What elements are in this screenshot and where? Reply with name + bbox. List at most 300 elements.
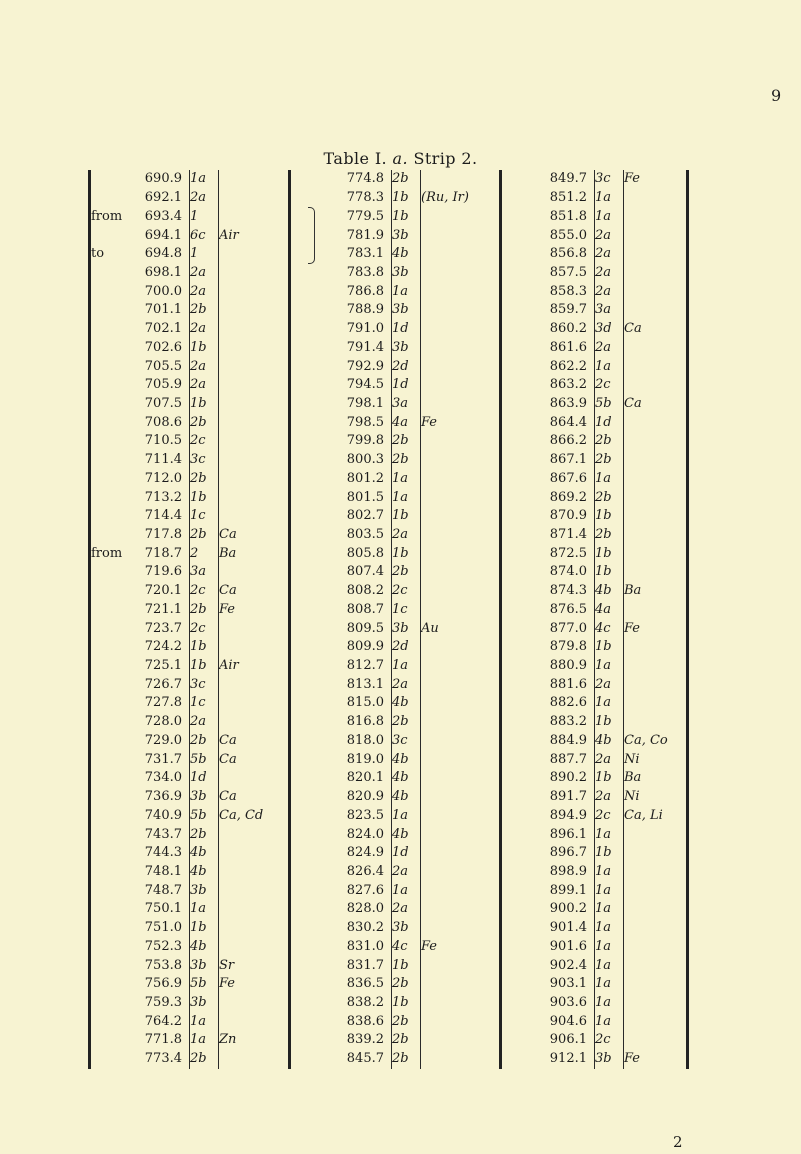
wavelength-cell bbox=[501, 526, 595, 545]
element-cell bbox=[624, 245, 688, 264]
intensity-cell: 1a bbox=[595, 937, 624, 956]
element-cell: Sr bbox=[219, 956, 290, 975]
table-row bbox=[90, 451, 688, 470]
intensity-cell: 2a bbox=[595, 226, 624, 245]
element-cell bbox=[421, 338, 501, 357]
intensity-cell: 5b bbox=[190, 975, 219, 994]
table-row bbox=[90, 488, 688, 507]
wavelength-cell bbox=[290, 769, 392, 788]
element-cell bbox=[624, 881, 688, 900]
element-cell bbox=[421, 451, 501, 470]
wavelength-cell bbox=[501, 619, 595, 638]
element-cell bbox=[624, 937, 688, 956]
wavelength-value: 805.8 bbox=[346, 545, 384, 561]
element-cell: Fe bbox=[219, 975, 290, 994]
wavelength-value: 690.9 bbox=[144, 171, 182, 187]
wavelength-value: 808.2 bbox=[346, 583, 384, 599]
wavelength-cell bbox=[290, 488, 392, 507]
wavelength-value: 705.9 bbox=[144, 377, 182, 393]
wavelength-cell bbox=[90, 956, 190, 975]
wavelength-value: 824.9 bbox=[346, 845, 384, 861]
element-cell: Ca bbox=[624, 395, 688, 414]
table-row bbox=[90, 994, 688, 1013]
element-cell bbox=[624, 226, 688, 245]
wavelength-cell bbox=[501, 301, 595, 320]
wavelength-cell bbox=[501, 937, 595, 956]
wavelength-value: 771.8 bbox=[144, 1032, 182, 1048]
wavelength-cell bbox=[90, 619, 190, 638]
intensity-cell: 1a bbox=[595, 1012, 624, 1031]
wavelength-cell bbox=[290, 544, 392, 563]
intensity-cell: 1b bbox=[392, 207, 421, 226]
wavelength-value: 791.4 bbox=[346, 339, 384, 355]
element-cell bbox=[421, 301, 501, 320]
intensity-cell: 1a bbox=[595, 863, 624, 882]
wavelength-value: 816.8 bbox=[346, 714, 384, 730]
wavelength-cell bbox=[290, 638, 392, 657]
intensity-cell: 2a bbox=[595, 245, 624, 264]
element-cell bbox=[421, 788, 501, 807]
intensity-cell: 2b bbox=[392, 451, 421, 470]
element-cell bbox=[219, 338, 290, 357]
intensity-cell: 4a bbox=[392, 413, 421, 432]
intensity-cell: 3b bbox=[190, 956, 219, 975]
element-cell: (Ru, Ir) bbox=[421, 189, 501, 208]
intensity-cell: 3b bbox=[392, 338, 421, 357]
wavelength-cell bbox=[290, 937, 392, 956]
wavelength-cell bbox=[290, 357, 392, 376]
wavelength-value: 838.6 bbox=[346, 1013, 384, 1029]
wavelength-cell bbox=[501, 601, 595, 620]
wavelength-value: 884.9 bbox=[549, 732, 587, 748]
element-cell bbox=[421, 732, 501, 751]
wavelength-cell bbox=[290, 338, 392, 357]
wavelength-value: 831.0 bbox=[346, 938, 384, 954]
intensity-cell: 4b bbox=[392, 825, 421, 844]
element-cell bbox=[219, 245, 290, 264]
intensity-cell: 1a bbox=[595, 975, 624, 994]
element-cell bbox=[624, 956, 688, 975]
element-cell bbox=[624, 1012, 688, 1031]
wavelength-value: 713.2 bbox=[144, 489, 182, 505]
element-cell bbox=[421, 1012, 501, 1031]
intensity-cell: 1b bbox=[190, 919, 219, 938]
element-cell bbox=[421, 488, 501, 507]
intensity-cell: 2b bbox=[392, 1031, 421, 1050]
intensity-cell: 1a bbox=[595, 881, 624, 900]
intensity-cell: 1b bbox=[190, 395, 219, 414]
wavelength-cell bbox=[501, 338, 595, 357]
intensity-cell: 2b bbox=[190, 1050, 219, 1069]
element-cell bbox=[624, 601, 688, 620]
wavelength-value: 912.1 bbox=[549, 1051, 587, 1067]
table-row bbox=[90, 582, 688, 601]
intensity-cell: 1d bbox=[392, 844, 421, 863]
intensity-cell: 2a bbox=[190, 357, 219, 376]
element-cell: Air bbox=[219, 226, 290, 245]
element-cell bbox=[421, 601, 501, 620]
intensity-cell: 4b bbox=[392, 769, 421, 788]
element-cell: Fe bbox=[624, 619, 688, 638]
table-row bbox=[90, 1012, 688, 1031]
wavelength-value: 871.4 bbox=[549, 527, 587, 543]
intensity-cell: 3b bbox=[392, 619, 421, 638]
intensity-cell: 2b bbox=[595, 451, 624, 470]
element-cell: Fe bbox=[421, 413, 501, 432]
wavelength-cell bbox=[90, 863, 190, 882]
table-row bbox=[90, 956, 688, 975]
wavelength-cell bbox=[90, 675, 190, 694]
intensity-cell: 2a bbox=[392, 675, 421, 694]
element-cell bbox=[624, 657, 688, 676]
element-cell: Ca bbox=[219, 732, 290, 751]
intensity-cell: 1b bbox=[595, 638, 624, 657]
element-cell bbox=[421, 657, 501, 676]
element-cell bbox=[219, 694, 290, 713]
wavelength-value: 809.9 bbox=[346, 639, 384, 655]
table-row bbox=[90, 601, 688, 620]
wavelength-value: 808.7 bbox=[346, 601, 384, 617]
element-cell bbox=[421, 264, 501, 283]
title-suffix: Strip 2. bbox=[413, 149, 478, 168]
wavelength-cell bbox=[501, 189, 595, 208]
wavelength-cell bbox=[290, 1031, 392, 1050]
intensity-cell: 2d bbox=[392, 638, 421, 657]
wavelength-value: 845.7 bbox=[346, 1051, 384, 1067]
wavelength-cell bbox=[501, 806, 595, 825]
wavelength-value: 707.5 bbox=[144, 395, 182, 411]
element-cell bbox=[219, 282, 290, 301]
wavelength-value: 830.2 bbox=[346, 920, 384, 936]
wavelength-cell bbox=[290, 189, 392, 208]
intensity-cell: 2b bbox=[190, 601, 219, 620]
element-cell bbox=[421, 470, 501, 489]
intensity-cell: 1a bbox=[595, 900, 624, 919]
wavelength-value: 744.3 bbox=[144, 845, 182, 861]
wavelength-value: 849.7 bbox=[549, 171, 587, 187]
wavelength-cell bbox=[290, 619, 392, 638]
intensity-cell: 2b bbox=[392, 432, 421, 451]
wavelength-cell bbox=[290, 694, 392, 713]
wavelength-value: 705.5 bbox=[144, 358, 182, 374]
intensity-cell: 2b bbox=[190, 413, 219, 432]
wavelength-cell bbox=[290, 563, 392, 582]
wavelength-cell bbox=[290, 919, 392, 938]
element-cell bbox=[624, 207, 688, 226]
wavelength-value: 759.3 bbox=[144, 994, 182, 1010]
wavelength-cell bbox=[90, 264, 190, 283]
table-row bbox=[90, 507, 688, 526]
element-cell bbox=[219, 619, 290, 638]
intensity-cell: 2a bbox=[595, 264, 624, 283]
element-cell: Ca bbox=[219, 788, 290, 807]
wavelength-value: 863.2 bbox=[549, 377, 587, 393]
wavelength-cell bbox=[90, 638, 190, 657]
wavelength-cell bbox=[290, 507, 392, 526]
table-row bbox=[90, 900, 688, 919]
element-cell: Ca bbox=[219, 750, 290, 769]
wavelength-value: 891.7 bbox=[549, 789, 587, 805]
wavelength-value: 887.7 bbox=[549, 751, 587, 767]
wavelength-cell bbox=[90, 844, 190, 863]
element-cell bbox=[624, 825, 688, 844]
intensity-cell: 1a bbox=[595, 470, 624, 489]
wavelength-value: 702.6 bbox=[144, 339, 182, 355]
wavelength-cell bbox=[501, 282, 595, 301]
wavelength-value: 788.9 bbox=[346, 302, 384, 318]
wavelength-value: 874.0 bbox=[549, 564, 587, 580]
wavelength-value: 856.8 bbox=[549, 246, 587, 262]
wavelength-value: 896.1 bbox=[549, 826, 587, 842]
wavelength-cell bbox=[290, 713, 392, 732]
intensity-cell: 4a bbox=[595, 601, 624, 620]
element-cell bbox=[421, 544, 501, 563]
element-cell bbox=[219, 170, 290, 189]
element-cell bbox=[624, 413, 688, 432]
wavelength-value: 882.6 bbox=[549, 695, 587, 711]
wavelength-value: 750.1 bbox=[144, 901, 182, 917]
table-row bbox=[90, 544, 688, 563]
wavelength-value: 902.4 bbox=[549, 957, 587, 973]
element-cell bbox=[219, 900, 290, 919]
table-row bbox=[90, 170, 688, 189]
intensity-cell: 2 bbox=[190, 544, 219, 563]
wavelength-value: 876.5 bbox=[549, 601, 587, 617]
table-row bbox=[90, 769, 688, 788]
wavelength-value: 731.7 bbox=[144, 751, 182, 767]
wavelength-value: 862.2 bbox=[549, 358, 587, 374]
wavelength-cell bbox=[501, 451, 595, 470]
wavelength-cell bbox=[90, 301, 190, 320]
wavelength-value: 724.2 bbox=[144, 639, 182, 655]
wavelength-value: 721.1 bbox=[144, 601, 182, 617]
wavelength-value: 717.8 bbox=[144, 527, 182, 543]
wavelength-cell bbox=[501, 1050, 595, 1069]
table-row bbox=[90, 189, 688, 208]
element-cell bbox=[219, 320, 290, 339]
wavelength-cell bbox=[501, 432, 595, 451]
intensity-cell: 3a bbox=[392, 395, 421, 414]
wavelength-cell bbox=[90, 170, 190, 189]
wavelength-cell bbox=[290, 825, 392, 844]
wavelength-cell bbox=[90, 226, 190, 245]
wavelength-value: 728.0 bbox=[144, 714, 182, 730]
element-cell bbox=[624, 189, 688, 208]
wavelength-cell bbox=[290, 750, 392, 769]
element-cell bbox=[219, 675, 290, 694]
table-row bbox=[90, 619, 688, 638]
page-number: 9 bbox=[771, 86, 782, 105]
wavelength-value: 693.4 bbox=[144, 208, 182, 224]
table-row bbox=[90, 694, 688, 713]
intensity-cell: 2a bbox=[595, 750, 624, 769]
element-cell bbox=[421, 282, 501, 301]
element-cell bbox=[421, 582, 501, 601]
wavelength-value: 809.5 bbox=[346, 620, 384, 636]
wavelength-cell bbox=[290, 432, 392, 451]
element-cell bbox=[219, 207, 290, 226]
wavelength-value: 901.4 bbox=[549, 920, 587, 936]
element-cell bbox=[421, 675, 501, 694]
intensity-cell: 4c bbox=[392, 937, 421, 956]
intensity-cell: 3a bbox=[190, 563, 219, 582]
intensity-cell: 1b bbox=[595, 563, 624, 582]
intensity-cell: 1b bbox=[392, 994, 421, 1013]
wavelength-cell bbox=[501, 975, 595, 994]
wavelength-value: 813.1 bbox=[346, 676, 384, 692]
intensity-cell: 1a bbox=[392, 282, 421, 301]
intensity-cell: 1b bbox=[190, 488, 219, 507]
element-cell bbox=[219, 713, 290, 732]
intensity-cell: 1 bbox=[190, 245, 219, 264]
intensity-cell: 2c bbox=[392, 582, 421, 601]
element-cell bbox=[624, 376, 688, 395]
wavelength-cell bbox=[90, 919, 190, 938]
element-cell bbox=[624, 1031, 688, 1050]
wavelength-value: 819.0 bbox=[346, 751, 384, 767]
wavelength-value: 801.2 bbox=[346, 470, 384, 486]
element-cell bbox=[219, 376, 290, 395]
wavelength-value: 764.2 bbox=[144, 1013, 182, 1029]
wavelength-cell bbox=[290, 806, 392, 825]
element-cell: Ca bbox=[219, 526, 290, 545]
intensity-cell: 1b bbox=[595, 844, 624, 863]
element-cell bbox=[219, 395, 290, 414]
wavelength-cell bbox=[290, 320, 392, 339]
intensity-cell: 4b bbox=[392, 788, 421, 807]
wavelength-value: 756.9 bbox=[144, 976, 182, 992]
wavelength-value: 692.1 bbox=[144, 190, 182, 206]
wavelength-value: 740.9 bbox=[144, 807, 182, 823]
element-cell bbox=[219, 301, 290, 320]
table-row bbox=[90, 526, 688, 545]
wavelength-value: 883.2 bbox=[549, 714, 587, 730]
intensity-cell: 2b bbox=[392, 975, 421, 994]
wavelength-cell bbox=[290, 844, 392, 863]
wavelength-value: 720.1 bbox=[144, 583, 182, 599]
wavelength-value: 701.1 bbox=[144, 302, 182, 318]
intensity-cell: 1b bbox=[392, 956, 421, 975]
wavelength-cell bbox=[290, 451, 392, 470]
intensity-cell: 2b bbox=[595, 432, 624, 451]
intensity-cell: 3b bbox=[392, 301, 421, 320]
element-cell bbox=[421, 638, 501, 657]
wavelength-cell bbox=[290, 788, 392, 807]
element-cell bbox=[624, 975, 688, 994]
intensity-cell: 1a bbox=[190, 1012, 219, 1031]
wavelength-cell bbox=[90, 282, 190, 301]
wavelength-cell bbox=[290, 1012, 392, 1031]
intensity-cell: 1b bbox=[392, 189, 421, 208]
element-cell: Ca, Co bbox=[624, 732, 688, 751]
table-row bbox=[90, 338, 688, 357]
wavelength-cell bbox=[290, 226, 392, 245]
element-cell bbox=[624, 470, 688, 489]
wavelength-value: 879.8 bbox=[549, 639, 587, 655]
element-cell bbox=[219, 563, 290, 582]
wavelength-value: 851.8 bbox=[549, 208, 587, 224]
wavelength-value: 783.1 bbox=[346, 246, 384, 262]
wavelength-cell bbox=[290, 881, 392, 900]
element-cell bbox=[421, 881, 501, 900]
table-row bbox=[90, 1050, 688, 1069]
wavelength-cell bbox=[90, 488, 190, 507]
element-cell bbox=[421, 357, 501, 376]
table-row bbox=[90, 376, 688, 395]
wavelength-value: 881.6 bbox=[549, 676, 587, 692]
wavelength-cell bbox=[90, 207, 190, 226]
wavelength-value: 798.5 bbox=[346, 414, 384, 430]
wavelength-value: 820.1 bbox=[346, 770, 384, 786]
element-cell bbox=[421, 806, 501, 825]
wavelength-value: 803.5 bbox=[346, 527, 384, 543]
element-cell bbox=[219, 937, 290, 956]
intensity-cell: 1a bbox=[595, 189, 624, 208]
wavelength-cell bbox=[90, 451, 190, 470]
wavelength-cell bbox=[290, 470, 392, 489]
wavelength-cell bbox=[90, 769, 190, 788]
element-cell bbox=[421, 863, 501, 882]
wavelength-value: 752.3 bbox=[144, 938, 182, 954]
intensity-cell: 1a bbox=[595, 919, 624, 938]
element-cell bbox=[421, 563, 501, 582]
element-cell bbox=[421, 975, 501, 994]
intensity-cell: 1a bbox=[190, 1031, 219, 1050]
intensity-cell: 3b bbox=[392, 919, 421, 938]
wavelength-cell bbox=[501, 788, 595, 807]
wavelength-value: 727.8 bbox=[144, 695, 182, 711]
element-cell bbox=[624, 357, 688, 376]
table-row bbox=[90, 806, 688, 825]
wavelength-cell bbox=[90, 357, 190, 376]
table-row bbox=[90, 638, 688, 657]
wavelength-value: 815.0 bbox=[346, 695, 384, 711]
wavelength-value: 824.0 bbox=[346, 826, 384, 842]
wavelength-value: 698.1 bbox=[144, 264, 182, 280]
intensity-cell: 3b bbox=[392, 226, 421, 245]
table-row bbox=[90, 881, 688, 900]
wavelength-value: 801.5 bbox=[346, 489, 384, 505]
element-cell bbox=[624, 675, 688, 694]
intensity-cell: 2b bbox=[190, 526, 219, 545]
intensity-cell: 2c bbox=[595, 376, 624, 395]
intensity-cell: 2a bbox=[595, 675, 624, 694]
range-label: from bbox=[91, 545, 123, 561]
intensity-cell: 2b bbox=[595, 526, 624, 545]
wavelength-cell bbox=[501, 956, 595, 975]
element-cell bbox=[421, 432, 501, 451]
wavelength-value: 866.2 bbox=[549, 433, 587, 449]
wavelength-cell bbox=[501, 470, 595, 489]
intensity-cell: 6c bbox=[190, 226, 219, 245]
wavelength-cell bbox=[501, 413, 595, 432]
element-cell: Ni bbox=[624, 788, 688, 807]
wavelength-value: 753.8 bbox=[144, 957, 182, 973]
intensity-cell: 3b bbox=[190, 881, 219, 900]
wavelength-cell bbox=[90, 994, 190, 1013]
wavelength-value: 857.5 bbox=[549, 264, 587, 280]
wavelength-value: 861.6 bbox=[549, 339, 587, 355]
table-row bbox=[90, 301, 688, 320]
intensity-cell: 4b bbox=[595, 582, 624, 601]
table-row bbox=[90, 1031, 688, 1050]
wavelength-value: 904.6 bbox=[549, 1013, 587, 1029]
table-row bbox=[90, 919, 688, 938]
intensity-cell: 2b bbox=[595, 488, 624, 507]
footer-number: 2 bbox=[673, 1133, 683, 1151]
wavelength-value: 726.7 bbox=[144, 676, 182, 692]
wavelength-value: 880.9 bbox=[549, 658, 587, 674]
